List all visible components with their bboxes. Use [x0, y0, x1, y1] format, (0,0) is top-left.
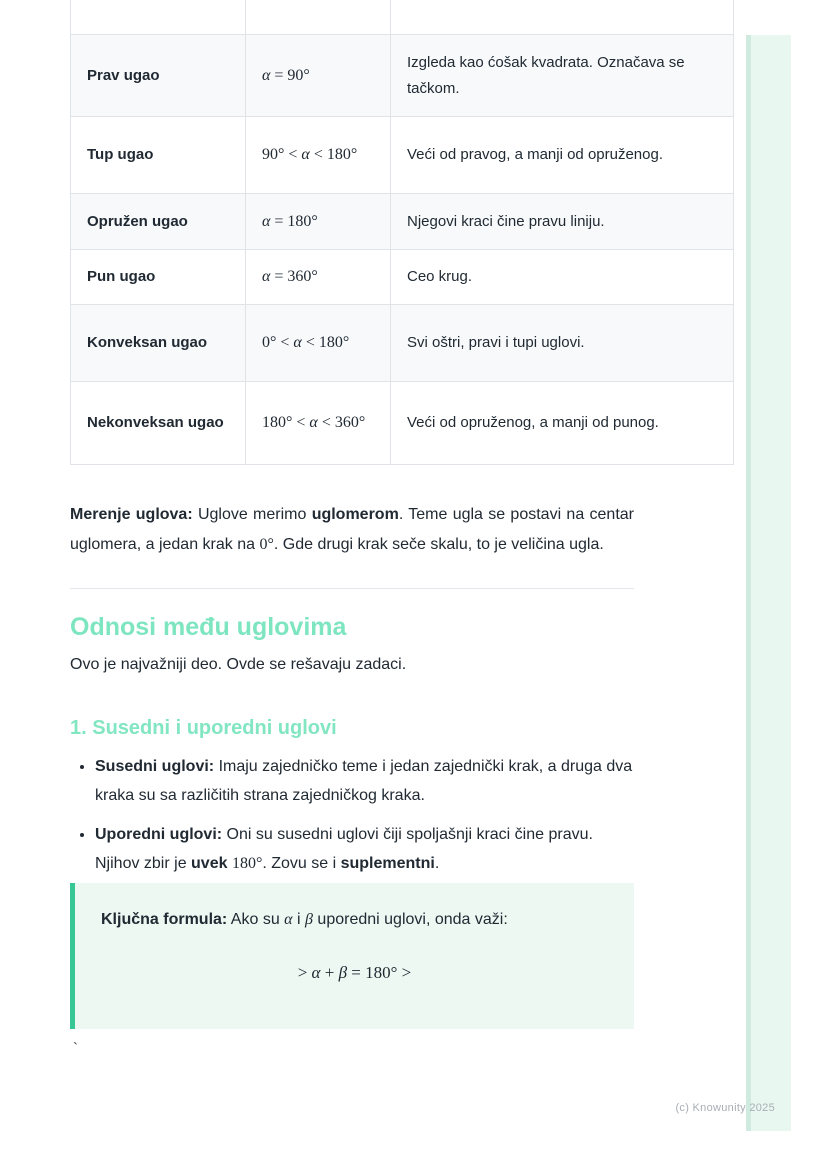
section-heading: Odnosi među uglovima [70, 613, 347, 641]
angle-formula-cell: 90° < α < 180° [246, 117, 391, 194]
key-formula-callout [70, 883, 634, 1029]
footer-copyright: (c) Knowunity 2025 [675, 1102, 775, 1114]
stray-backtick: ` [73, 1040, 78, 1057]
angle-name-cell: Opružen ugao [71, 194, 246, 250]
key-formula-lead: Ključna formula: Ako su α i β uporedni uglovi, onda važi: [101, 911, 508, 928]
list-item-uporedni: • Uporedni uglovi: Oni su susedni uglovi čiji spoljašnji kraci čine pravu. Njihov zbir je uvek 180°. Zovu se i suplementni. [95, 820, 634, 878]
measuring-angles-paragraph: Merenje uglova: Uglove merimo uglomerom. Teme ugla se postavi na centar uglomera, a jedan krak na 0°. Gde drugi krak seče skalu, to je veličina ugla. [70, 506, 634, 553]
key-formula-equation: > α + β = 180° > [297, 963, 412, 982]
table-cell [391, 0, 734, 35]
angle-types-table [70, 0, 734, 465]
section-intro-paragraph: Ovo je najvažniji deo. Ovde se rešavaju zadaci. [70, 656, 407, 673]
angle-formula-cell: 0° < α < 180° [246, 305, 391, 382]
table-row [71, 382, 734, 465]
angle-formula-cell: 180° < α < 360° [246, 382, 391, 465]
angle-name-cell: Tup ugao [71, 117, 246, 194]
angle-desc-cell: Svi oštri, pravi i tupi uglovi. [391, 305, 734, 382]
angle-desc-cell: Izgleda kao ćošak kvadrata. Označava se tačkom. [391, 35, 734, 117]
table-row [71, 250, 734, 305]
angle-desc-cell: Njegovi kraci čine pravu liniju. [391, 194, 734, 250]
table-row [71, 305, 734, 382]
page-curl-strip [746, 35, 791, 1131]
table-row-partial [71, 0, 734, 35]
angle-name-cell: Nekonveksan ugao [71, 382, 246, 465]
angle-desc-cell: Veći od pravog, a manji od opruženog. [391, 117, 734, 194]
angle-name-cell: Prav ugao [71, 35, 246, 117]
table-row [71, 117, 734, 194]
angle-formula-cell: α = 180° [246, 194, 391, 250]
angle-name-cell: Pun ugao [71, 250, 246, 305]
angle-desc-cell: Veći od opruženog, a manji od punog. [391, 382, 734, 465]
table-row [71, 35, 734, 117]
angle-name-cell: Konveksan ugao [71, 305, 246, 382]
table-cell [71, 0, 246, 35]
angle-relations-list [70, 752, 634, 888]
list-item-susedni: • Susedni uglovi: Imaju zajedničko teme i jedan zajednički krak, a druga dva kraka su sa različitih strana zajedničkog kraka. [95, 752, 634, 810]
angle-formula-cell: α = 90° [246, 35, 391, 117]
angle-desc-cell: Ceo krug. [391, 250, 734, 305]
angle-formula-cell: α = 360° [246, 250, 391, 305]
table-row [71, 194, 734, 250]
subsection-heading: 1. Susedni i uporedni uglovi [70, 717, 337, 739]
table-cell [246, 0, 391, 35]
section-divider [70, 588, 634, 589]
